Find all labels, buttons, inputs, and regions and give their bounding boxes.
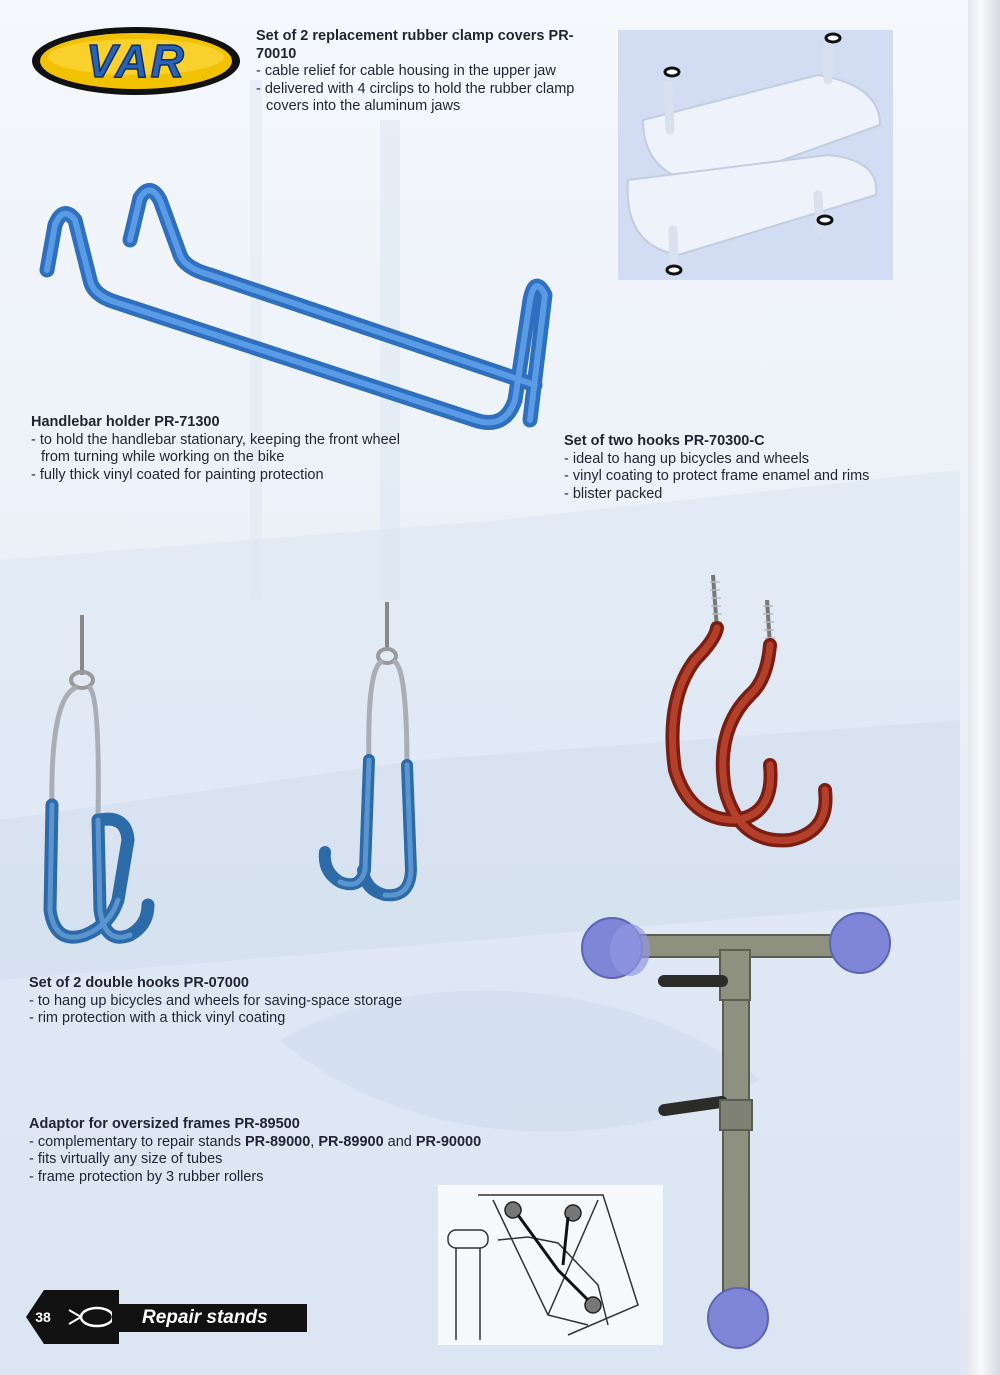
section-label: Repair stands [112,1304,307,1332]
stand-code: PR-89900 [318,1133,384,1150]
stand-code: PR-89000 [244,1133,311,1150]
handlebar-holder-bullet: - to hold the handlebar stationary, keeping the front wheel from turning while working on the bike [31,432,431,467]
double-hook-right-image [315,600,425,910]
clamp-covers-title: Set of 2 replacement rubber clamp covers PR-70010 [256,28,574,62]
clamp-covers-description [256,28,611,116]
stand-code: PR-90000 [415,1133,482,1150]
double-hooks-bullet: - to hang up bicycles and wheels for saving-space storage [29,993,449,1011]
handlebar-holder-image [35,180,555,450]
double-hook-left-image [30,610,160,950]
page-number-badge [24,1288,124,1346]
two-hooks-title: Set of two hooks PR-70300-C [564,433,765,449]
two-hooks-bullet: - blister packed [564,486,904,504]
two-hooks-image [655,570,845,860]
clamp-covers-photo [618,30,893,280]
separator: , [310,1133,319,1150]
page-number: 38 [35,1309,51,1325]
adaptor-title: Adaptor for oversized frames PR-89500 [29,1116,300,1132]
double-hooks-bullet: - rim protection with a thick vinyl coating [29,1010,449,1028]
adaptor-diagram [438,1185,663,1345]
handlebar-holder-title: Handlebar holder PR-71300 [31,414,220,430]
adaptor-description [29,1116,499,1186]
two-hooks-bullet: - vinyl coating to protect frame enamel and rims [564,468,904,486]
clamp-covers-bullet: - cable relief for cable housing in the upper jaw [256,63,611,81]
clamp-covers-bullet: - delivered with 4 circlips to hold the rubber clamp covers into the aluminum jaws [256,81,611,116]
handlebar-holder-description [31,414,431,484]
adaptor-bullet: - frame protection by 3 rubber rollers [29,1169,499,1187]
logo-text: VAR [86,35,186,87]
two-hooks-description [564,433,904,503]
adaptor-bullet-compatibility [29,1134,499,1152]
var-logo [30,25,242,97]
adaptor-bullet-prefix: complementary to repair stands [37,1133,245,1150]
double-hooks-title: Set of 2 double hooks PR-07000 [29,975,249,991]
double-hooks-description [29,975,449,1028]
two-hooks-bullet: - ideal to hang up bicycles and wheels [564,451,904,469]
adaptor-bullet: - fits virtually any size of tubes [29,1151,499,1169]
handlebar-holder-bullet: - fully thick vinyl coated for painting protection [31,467,431,485]
page-gutter [968,0,1000,1375]
conjunction: and [383,1133,416,1150]
